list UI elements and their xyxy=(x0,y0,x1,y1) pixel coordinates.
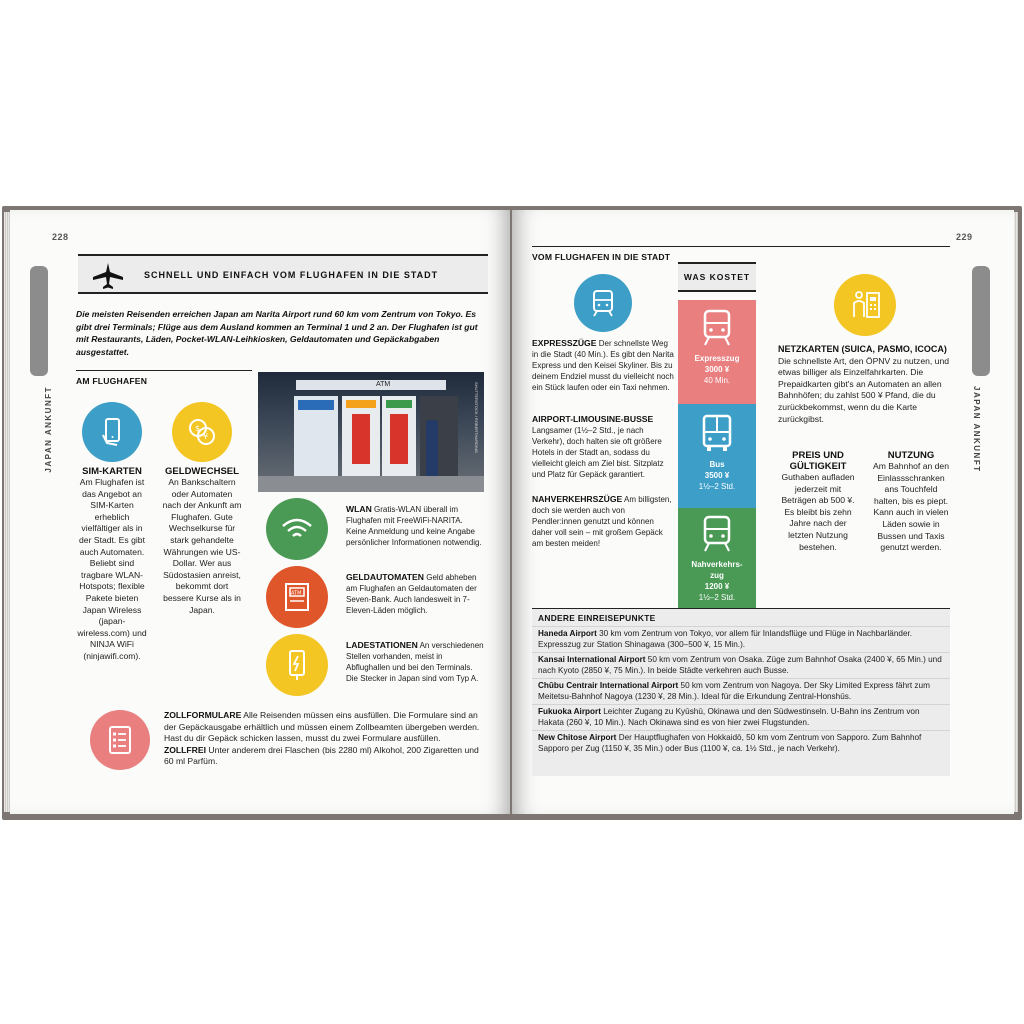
cost-item-local xyxy=(678,508,756,612)
airport-name: Kansai International Airport xyxy=(538,655,646,664)
wlan-block xyxy=(346,504,484,548)
cost-label-local: Nahverkehrs-zug xyxy=(691,560,743,580)
usage-title: NUTZUNG xyxy=(887,450,935,461)
other-title: ANDERE EINREISEPUNKTE xyxy=(538,613,656,623)
side-label-left: JAPAN ANKUNFT xyxy=(44,386,53,473)
page-title: SCHNELL UND EINFACH VOM FLUGHAFEN IN DIE STADT xyxy=(144,270,439,280)
open-book xyxy=(2,206,1022,820)
sim-block xyxy=(76,466,148,663)
ticket-machine-icon xyxy=(834,274,896,336)
sim-title: SIM-KARTEN xyxy=(82,466,142,477)
express-text: Der schnellste Weg in die Stadt (40 Min.). Es gibt den Narita Express und den Keisei Skyliner. Bis zu deinem Endziel musst du vielleicht noch ein Stück laufen oder ein Taxi nehmen. xyxy=(532,339,674,392)
thumb-tab-left xyxy=(30,266,48,376)
customs-block xyxy=(164,710,484,768)
currency-exchange-icon xyxy=(172,402,232,462)
charge-text: An verschiedenen Stellen vorhanden, meist in Abflughallen und bei den Terminals. Die Stecker in Japan sind vom Typ A. xyxy=(346,641,484,683)
express-block xyxy=(532,338,674,393)
sim-text: Am Flughafen ist das Angebot an SIM-Karten erheblich vielfältiger als in der Stadt. Es gibt auch Automaten. Beliebt sind tragbare WLAN-Hotspots; flexible Pakete bieten Japan Wireless (japan-wireless.com) und NINJA WiFi (ninjawifi.com). xyxy=(77,477,147,661)
airport-name: Haneda Airport xyxy=(538,629,597,638)
cost-label-bus: Bus xyxy=(709,460,725,469)
cards-title: NETZKARTEN (SUICA, PASMO, ICOCA) xyxy=(778,344,947,354)
usage-block xyxy=(872,450,950,554)
price-title: PREIS UND GÜLTIGKEIT xyxy=(789,450,847,472)
svg-text:ATM: ATM xyxy=(291,590,302,597)
page-number-left: 228 xyxy=(52,232,69,242)
bus-icon xyxy=(697,412,737,456)
photo-credit: SHUTTERSTOCK / ROBERTHARDING xyxy=(474,382,479,453)
cost-title: WAS KOSTET xyxy=(678,262,756,292)
express-train-icon xyxy=(697,308,737,350)
thumb-tab-right xyxy=(972,266,990,376)
airport-name: Chūbu Centrair International Airport xyxy=(538,681,679,690)
phone-icon xyxy=(82,402,142,462)
local-text: Am billigsten, doch sie werden auch von Pendler:innen genutzt und können daher voll sein – mit großem Gepäck am besten meiden! xyxy=(532,495,672,548)
section-am-flughafen xyxy=(76,370,252,386)
svg-text:¥: ¥ xyxy=(203,432,209,441)
right-page xyxy=(512,210,1014,814)
section-vom-flughafen xyxy=(532,246,950,262)
left-page xyxy=(10,210,510,814)
cards-block xyxy=(778,344,958,425)
intro-text: Die meisten Reisenden erreichen Japan am Narita Airport rund 60 km vom Zentrum von Tokyo. Es gibt drei Terminals; Flüge aus dem Ausland kommen an Terminal 1 und 2 an. Der Flughafen ist gut mit Restaurants, Läden, Pocket-WLAN-Leihkiosken, Geldautomaten und Gepäckabgaben ausgestattet. xyxy=(76,309,478,357)
wlan-title: WLAN xyxy=(346,504,372,514)
cost-price-local: 1200 ¥ xyxy=(704,582,730,591)
atm-block xyxy=(346,572,484,616)
atm-title: GELDAUTOMATEN xyxy=(346,572,424,582)
other-entry-points xyxy=(532,608,950,776)
cost-time-express: 40 Min. xyxy=(703,376,731,385)
money-block xyxy=(162,466,242,616)
cost-item-bus xyxy=(678,404,756,508)
cost-item-express xyxy=(678,300,756,404)
atm-sign: ATM xyxy=(376,381,391,388)
cost-time-local: 1½–2 Std. xyxy=(698,593,736,602)
local-train-icon xyxy=(697,514,737,556)
section-title-airport: AM FLUGHAFEN xyxy=(76,370,252,386)
section-title-city: VOM FLUGHAFEN IN DIE STADT xyxy=(532,246,950,262)
list-item xyxy=(532,652,950,678)
bus-block xyxy=(532,414,674,480)
money-text: An Bankschaltern oder Automaten nach der Ankunft am Flughafen. Gute Wechselkurse für stark gehandelte Währungen wie US-Dollar. Wer aus Südostasien anreist, bekommt dort bessere Kurse als in Japan. xyxy=(162,477,242,615)
title-bar xyxy=(78,254,488,294)
airport-name: Fukuoka Airport xyxy=(538,707,601,716)
atm-icon xyxy=(266,566,328,628)
local-title: NAHVERKEHRSZÜGE xyxy=(532,494,623,504)
train-icon xyxy=(574,274,632,332)
list-item xyxy=(532,730,950,756)
page-number-right: 229 xyxy=(956,232,973,242)
usage-text: Am Bahnhof an den Einlassschranken ans Touchfeld halten, bis es piept. Kann auch in vielen Läden sowie in Bussen und Taxis genutzt werden. xyxy=(873,461,949,553)
list-item xyxy=(532,626,950,652)
cost-price-express: 3000 ¥ xyxy=(704,365,730,374)
cost-time-bus: 1½–2 Std. xyxy=(698,482,736,491)
express-title: EXPRESSZÜGE xyxy=(532,338,597,348)
svg-text:$: $ xyxy=(195,424,201,433)
charging-icon xyxy=(266,634,328,696)
wifi-icon xyxy=(266,498,328,560)
price-block xyxy=(778,450,858,553)
cost-price-bus: 3500 ¥ xyxy=(704,471,730,480)
local-block xyxy=(532,494,674,549)
charge-title: LADESTATIONEN xyxy=(346,640,418,650)
airport-text: 30 km vom Zentrum von Tokyo, vor allem für Inlandsflüge und Flüge in Nachbarländer. Expresszug zur Station Shinagawa (300–500 ¥, 15 Min.). xyxy=(538,629,913,649)
customs-text-1: Alle Reisenden müssen eins ausfüllen. Die Formulare sind an der Gepäckausgabe erhältlich und müssen einem Zollbeamten übergeben werden. Hast du dir Gepäck schicken lassen, musst du zwei Formulare ausfüllen. xyxy=(164,710,480,744)
airplane-icon xyxy=(90,262,126,290)
charge-block xyxy=(346,640,484,684)
bus-title: AIRPORT-LIMOUSINE-BUSSE xyxy=(532,414,654,424)
customs-title-1: ZOLLFORMULARE xyxy=(164,710,242,720)
customs-text-2: Unter anderem drei Flaschen (bis 2280 ml) Alkohol, 200 Zigaretten und 60 ml Parfüm. xyxy=(164,744,479,767)
bus-text: Langsamer (1½–2 Std., je nach Verkehr), doch halten sie oft größere Hotels in der Stadt an, sodass du vielleicht gleich am Ziel bist. Sitzplatz und Platz für Gepäck garantiert. xyxy=(532,426,664,479)
atm-photo xyxy=(258,372,484,492)
atm-text: Geld abheben am Flughafen an Geldautomaten der Seven-Bank. Auch landesweit in 7-Eleven-Läden möglich. xyxy=(346,573,477,615)
cards-text: Die schnellste Art, den ÖPNV zu nutzen, und etwas billiger als Einzelfahrkarten. Die Prepaidkarten gibt's an Automaten an allen Bahnhöfen; du zahlst 500 ¥ Pfand, die du zurückbekommst, wenn du die Karte zurückgibst. xyxy=(778,355,950,424)
list-item xyxy=(532,678,950,704)
wlan-text: Gratis-WLAN überall im Flughafen mit FreeWiFi-NARITA. Keine Anmeldung und keine Angabe persönlicher Informationen notwendig. xyxy=(346,505,482,547)
airport-text: 50 km vom Zentrum von Nagoya. Der Sky Limited Express fährt zum Meitetsu-Bahnhof Nagoya (1230 ¥, 28 Min.). Ideal für die Erkundung Zentral-Honshūs. xyxy=(538,681,930,701)
form-checklist-icon xyxy=(90,710,150,770)
list-item xyxy=(532,704,950,730)
money-title: GELDWECHSEL xyxy=(165,466,239,477)
cost-column xyxy=(678,262,756,612)
cost-label-express: Expresszug xyxy=(694,354,740,363)
airport-name: New Chitose Airport xyxy=(538,733,617,742)
airport-text: Der Hauptflughafen von Hokkaidō, 50 km vom Zentrum von Sapporo. Zum Bahnhof Sapporo per Zug (1150 ¥, 35 Min.) oder Bus (1100 ¥, ca. 1½ Std., je nach Verkehr). xyxy=(538,733,922,753)
price-text: Guthaben aufladen jederzeit mit Beträgen ab 500 ¥. Es bleibt bis zehn Jahre nach der letzten Nutzung bestehen. xyxy=(781,472,855,552)
airport-text: 50 km vom Zentrum von Osaka. Züge zum Bahnhof Osaka (2400 ¥, 65 Min.) und nach Kyoto (2850 ¥, 75 Min.). In beide Städte verkehren auch Busse. xyxy=(538,655,942,675)
airport-text: Leichter Zugang zu Kyūshū, Okinawa und den Südwestinseln. U-Bahn ins Zentrum von Hakata (260 ¥, 10 Min.). Nach Okinawa sind es von hier zwei Flugstunden. xyxy=(538,707,920,727)
customs-title-2: ZOLLFREI xyxy=(164,744,207,755)
side-label-right: JAPAN ANKUNFT xyxy=(972,386,981,473)
